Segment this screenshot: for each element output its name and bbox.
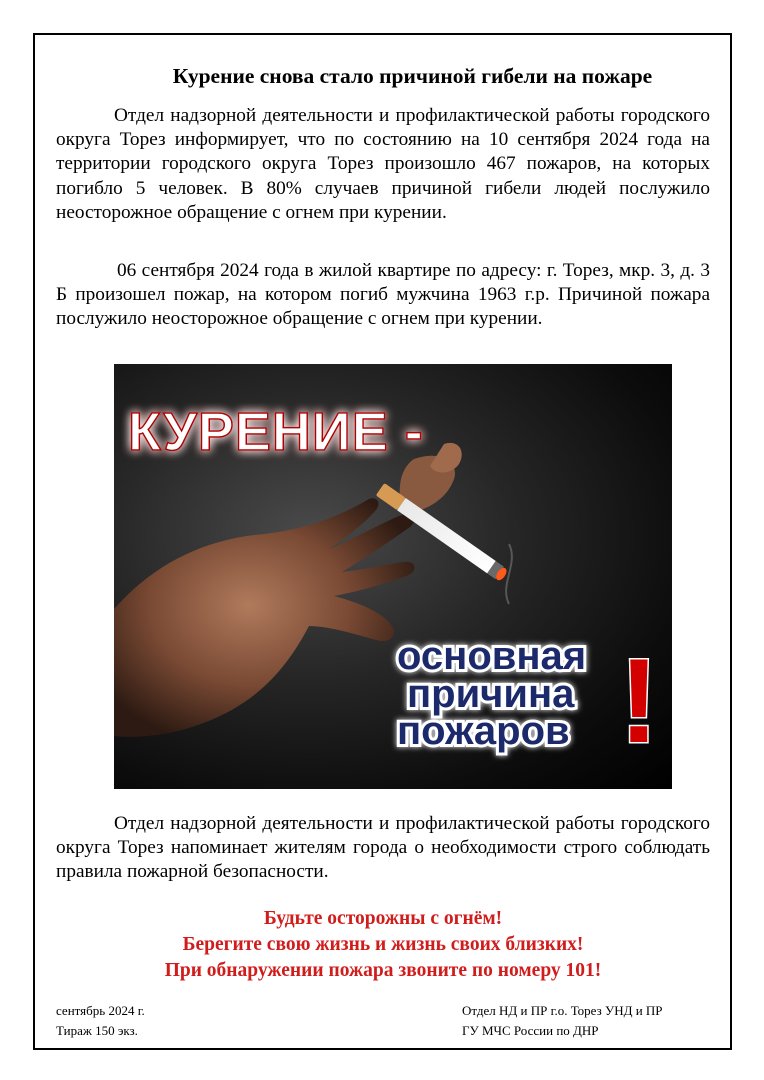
footer-agency: ГУ МЧС России по ДНР bbox=[462, 1023, 599, 1038]
safety-appeal bbox=[56, 906, 710, 984]
appeal-line-2: Берегите свою жизнь и жизнь своих близких! bbox=[182, 934, 584, 955]
document-title bbox=[56, 64, 709, 89]
paragraph-reminder: Отдел надзорной деятельности и профилактической работы городского округа Торез напоминает жителям города о необходимости строго соблюдать правила пожарной безопасности. bbox=[56, 813, 710, 883]
appeal-line-1: Будьте осторожны с огнём! bbox=[263, 908, 503, 929]
footer-left bbox=[56, 1001, 145, 1041]
exclamation-mark: ! bbox=[619, 634, 659, 768]
footer-circulation: Тираж 150 экз. bbox=[56, 1023, 138, 1038]
footer-department: Отдел НД и ПР г.о. Торез УНД и ПР bbox=[462, 1003, 663, 1018]
poster-subtitle-line3: пожаров bbox=[397, 709, 570, 753]
poster-headline: КУРЕНИЕ - bbox=[128, 402, 424, 462]
footer-date: сентябрь 2024 г. bbox=[56, 1003, 145, 1018]
poster-image bbox=[114, 364, 672, 789]
paragraph-statistics: Отдел надзорной деятельности и профилактической работы городского округа Торез информирует, что по состоянию на 10 сентября 2024 года на территории городского округа Торез произошло 467 пожаров, на которых погибло 5 человек. В 80% случаев причиной гибели людей послужило неосторожное обращение с огнем при курении. bbox=[56, 105, 710, 223]
document-title-text: Курение снова стало причиной гибели на пожаре bbox=[172, 64, 653, 88]
footer-right bbox=[462, 1001, 663, 1041]
paragraph-incident: 06 сентября 2024 года в жилой квартире по адресу: г. Торез, мкр. 3, д. 3 Б произошел пожар, на котором погиб мужчина 1963 г.р. Причиной пожара послужило неосторожное обращение с огнем при курении. bbox=[56, 260, 710, 330]
poster-illustration bbox=[114, 364, 672, 789]
appeal-line-3: При обнаружении пожара звоните по номеру 101! bbox=[164, 960, 602, 981]
poster-subtitle-line2: причина bbox=[407, 672, 575, 716]
poster-subtitle-line1: основная bbox=[397, 634, 587, 678]
